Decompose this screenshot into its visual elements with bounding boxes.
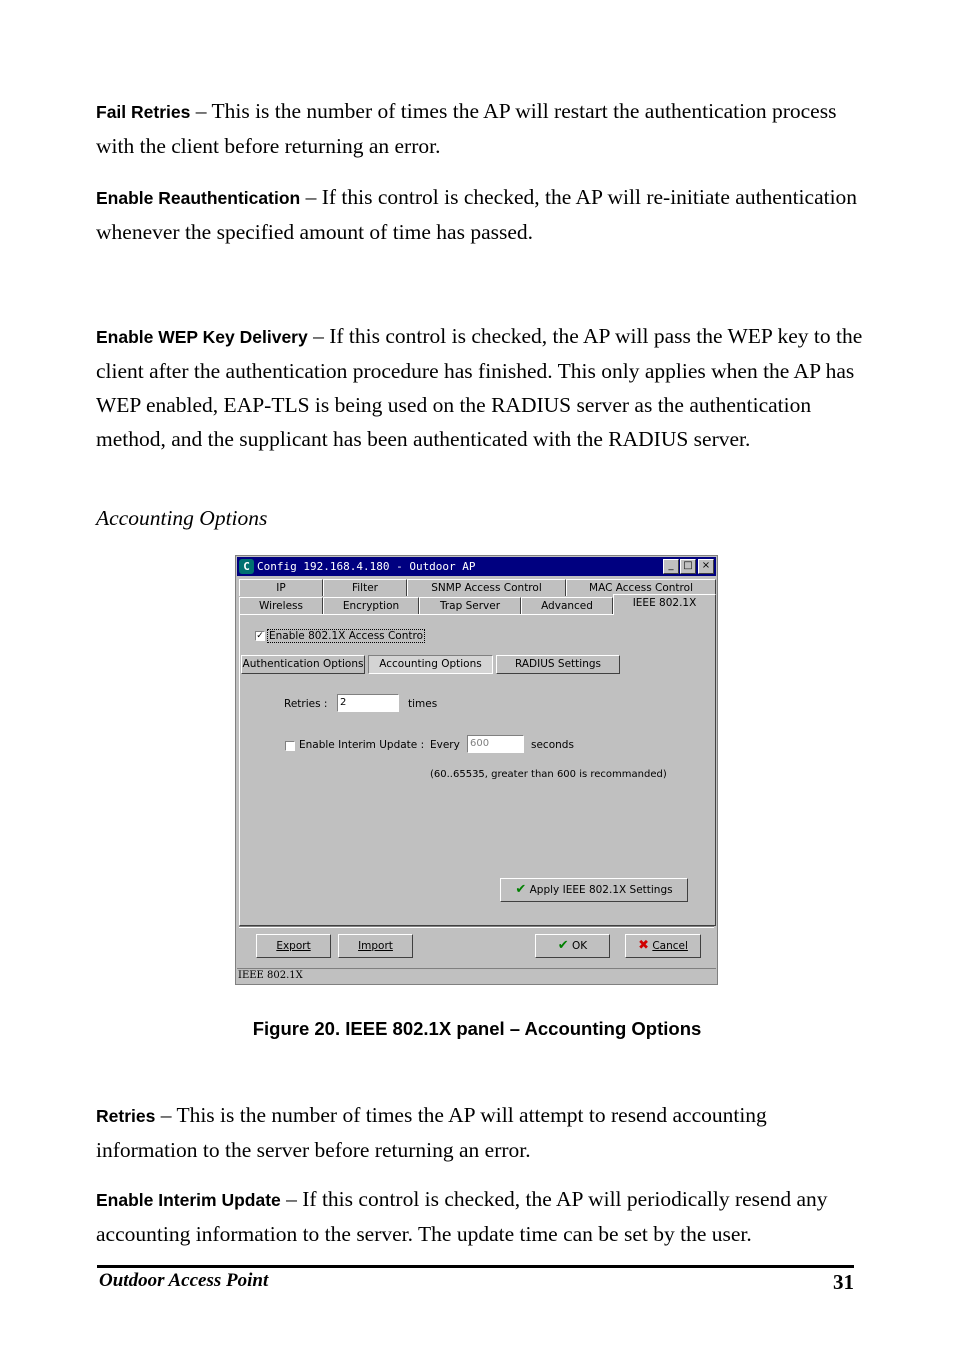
tab-trap-server[interactable]: Trap Server [419, 597, 521, 614]
interim-hint: (60..65535, greater than 600 is recommanded) [430, 769, 667, 780]
app-icon: C [239, 559, 254, 574]
checkmark-icon: ✔ [557, 938, 569, 953]
text-fail-retries: – This is the number of times the AP will restart the authentication process with the client before returning an error. [96, 99, 837, 158]
status-bar: IEEE 802.1X [237, 968, 716, 983]
tab-ieee8021x[interactable]: IEEE 802.1X [613, 594, 716, 615]
tab-encryption[interactable]: Encryption [323, 597, 419, 614]
export-label: Export [276, 940, 311, 952]
text-enable-wep: – If this control is checked, the AP will pass the WEP key to the client after the authentication procedure has finished. This only applies when the AP has WEP enabled, EAP-TLS is being used on the RADIUS server as the authentication method, and the supplicant has been authenticated with the RADIUS server. [96, 324, 863, 451]
config-window [235, 555, 718, 985]
tab-panel [239, 614, 716, 926]
subtab-accounting[interactable]: Accounting Options [368, 655, 493, 674]
term-enable-wep: Enable WEP Key Delivery [96, 327, 308, 347]
window-title: Config 192.168.4.180 - Outdoor AP [257, 560, 476, 573]
tab-filter[interactable]: Filter [323, 579, 407, 596]
retries-label: Retries : [284, 698, 328, 710]
section-heading: Accounting Options [96, 506, 268, 530]
term-interim: Enable Interim Update [96, 1190, 281, 1210]
minimize-button[interactable]: _ [663, 559, 679, 574]
cross-icon: ✖ [638, 938, 649, 953]
separator [239, 926, 714, 928]
checkmark-icon: ✔ [515, 882, 527, 897]
footer-rule [97, 1265, 854, 1268]
para-fail-retries [96, 94, 866, 163]
page-number: 31 [833, 1270, 854, 1294]
retries-unit: times [408, 698, 438, 710]
subtab-authentication[interactable]: Authentication Options [241, 655, 365, 674]
ok-label: OK [572, 940, 588, 952]
retries-input[interactable]: 2 [337, 694, 399, 712]
tab-wireless[interactable]: Wireless [239, 597, 323, 614]
interim-input[interactable]: 600 [467, 735, 524, 753]
interim-unit: seconds [531, 739, 574, 751]
maximize-button[interactable]: □ [680, 559, 696, 574]
tab-ip[interactable]: IP [239, 579, 323, 596]
import-label: Import [358, 940, 393, 952]
tab-advanced[interactable]: Advanced [521, 597, 613, 614]
term-fail-retries: Fail Retries [96, 102, 191, 122]
figure-caption: Figure 20. IEEE 802.1X panel – Accounting Options [252, 1018, 702, 1039]
para-enable-wep [96, 319, 866, 456]
cancel-label: Cancel [652, 940, 688, 952]
close-button[interactable]: × [698, 559, 714, 574]
tab-mac[interactable]: MAC Access Control [566, 579, 716, 596]
footer-title: Outdoor Access Point [99, 1270, 269, 1291]
interim-checkbox[interactable] [285, 741, 295, 751]
para-retries [96, 1098, 866, 1167]
interim-label: Enable Interim Update : [299, 739, 425, 751]
text-retries: – This is the number of times the AP will attempt to resend accounting information to the server before returning an error. [96, 1103, 767, 1162]
para-enable-reauth [96, 180, 866, 249]
enable-8021x-checkbox[interactable]: ✓ [256, 631, 264, 641]
ok-button[interactable] [535, 934, 610, 958]
para-interim [96, 1182, 866, 1251]
term-retries: Retries [96, 1106, 156, 1126]
subtab-radius[interactable]: RADIUS Settings [496, 655, 620, 674]
cancel-button[interactable] [625, 934, 701, 958]
apply-8021x-button[interactable] [500, 878, 688, 902]
apply-8021x-label: Apply IEEE 802.1X Settings [529, 884, 673, 896]
import-button[interactable] [338, 934, 413, 958]
term-enable-reauth: Enable Reauthentication [96, 188, 301, 208]
text-enable-reauth: – If this control is checked, the AP will re-initiate authentication whenever the specified amount of time has passed. [96, 185, 858, 244]
interim-every-label: Every [430, 739, 460, 751]
tab-snmp[interactable]: SNMP Access Control [407, 579, 566, 596]
text-interim: – If this control is checked, the AP will periodically resend any accounting information to the server. The update time can be set by the user. [96, 1187, 828, 1246]
export-button[interactable] [256, 934, 331, 958]
enable-8021x-label: Enable 802.1X Access Contro [269, 630, 424, 642]
title-bar [237, 557, 716, 576]
